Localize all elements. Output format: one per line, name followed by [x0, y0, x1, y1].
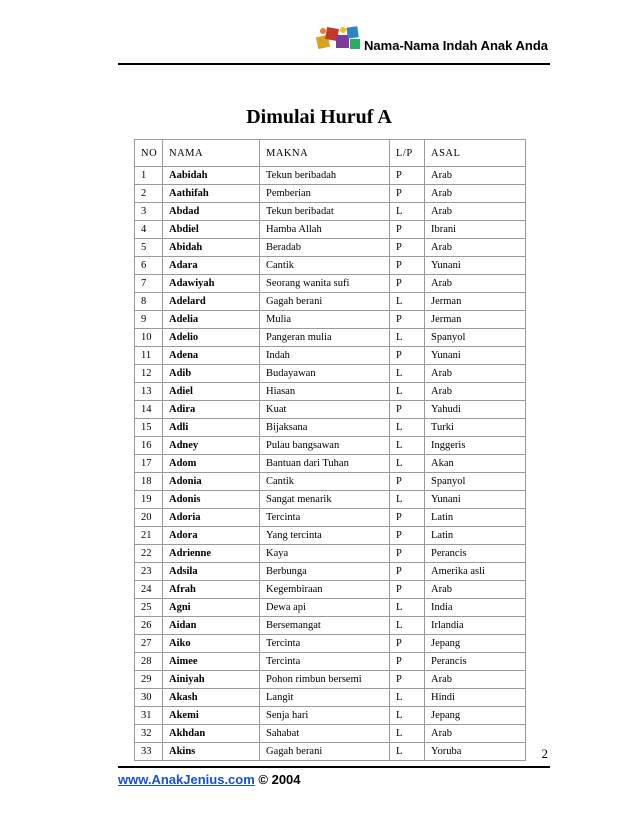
cell-nama: Abdiel: [163, 221, 260, 239]
table-row: [135, 257, 526, 275]
table-row: [135, 311, 526, 329]
cell-makna: Cantik: [260, 257, 390, 275]
cell-asal: Jepang: [425, 635, 526, 653]
cell-lp: L: [390, 707, 425, 725]
cell-lp: L: [390, 689, 425, 707]
cell-no: 25: [135, 599, 163, 617]
table-row: [135, 455, 526, 473]
cell-asal: Amerika asli: [425, 563, 526, 581]
cell-no: 26: [135, 617, 163, 635]
column-header-makna: MAKNA: [260, 140, 390, 167]
cell-makna: Dewa api: [260, 599, 390, 617]
cell-nama: Adara: [163, 257, 260, 275]
table-row: [135, 203, 526, 221]
cell-lp: L: [390, 365, 425, 383]
cell-no: 30: [135, 689, 163, 707]
cell-asal: Perancis: [425, 545, 526, 563]
table-row: [135, 581, 526, 599]
cell-asal: Arab: [425, 167, 526, 185]
cell-lp: L: [390, 437, 425, 455]
cell-no: 24: [135, 581, 163, 599]
cell-lp: P: [390, 185, 425, 203]
cell-makna: Berbunga: [260, 563, 390, 581]
column-header-nama: NAMA: [163, 140, 260, 167]
cell-makna: Sangat menarik: [260, 491, 390, 509]
cell-no: 11: [135, 347, 163, 365]
cell-makna: Senja hari: [260, 707, 390, 725]
cell-nama: Adib: [163, 365, 260, 383]
cell-makna: Gagah berani: [260, 293, 390, 311]
cell-nama: Akash: [163, 689, 260, 707]
cell-lp: L: [390, 725, 425, 743]
cell-makna: Gagah berani: [260, 743, 390, 761]
table-row: [135, 437, 526, 455]
cell-no: 17: [135, 455, 163, 473]
cell-lp: L: [390, 617, 425, 635]
cell-asal: India: [425, 599, 526, 617]
cell-no: 16: [135, 437, 163, 455]
cell-no: 13: [135, 383, 163, 401]
cell-nama: Abidah: [163, 239, 260, 257]
cell-lp: P: [390, 401, 425, 419]
cell-makna: Tercinta: [260, 635, 390, 653]
column-header-no: NO: [135, 140, 163, 167]
cell-no: 32: [135, 725, 163, 743]
table-header-row: [135, 140, 526, 167]
cell-makna: Tercinta: [260, 653, 390, 671]
cell-asal: Jepang: [425, 707, 526, 725]
cell-asal: Arab: [425, 239, 526, 257]
table-row: [135, 653, 526, 671]
cell-no: 8: [135, 293, 163, 311]
cell-lp: L: [390, 599, 425, 617]
cell-lp: P: [390, 347, 425, 365]
cell-asal: Latin: [425, 527, 526, 545]
cell-makna: Yang tercinta: [260, 527, 390, 545]
cell-lp: P: [390, 563, 425, 581]
cell-makna: Langit: [260, 689, 390, 707]
table-row: [135, 293, 526, 311]
table-row: [135, 509, 526, 527]
cell-makna: Tercinta: [260, 509, 390, 527]
cell-makna: Budayawan: [260, 365, 390, 383]
cell-no: 22: [135, 545, 163, 563]
footer-divider: [118, 766, 550, 768]
table-row: [135, 671, 526, 689]
cell-asal: Perancis: [425, 653, 526, 671]
cell-makna: Pulau bangsawan: [260, 437, 390, 455]
cell-nama: Aidan: [163, 617, 260, 635]
cell-asal: Ibrani: [425, 221, 526, 239]
table-row: [135, 401, 526, 419]
table-row: [135, 743, 526, 761]
cell-asal: Yunani: [425, 257, 526, 275]
table-row: [135, 383, 526, 401]
cell-no: 14: [135, 401, 163, 419]
cell-asal: Arab: [425, 203, 526, 221]
cell-makna: Pohon rimbun bersemi: [260, 671, 390, 689]
cell-asal: Yahudi: [425, 401, 526, 419]
cell-no: 18: [135, 473, 163, 491]
table-row: [135, 221, 526, 239]
cell-no: 4: [135, 221, 163, 239]
cell-no: 29: [135, 671, 163, 689]
cell-no: 33: [135, 743, 163, 761]
cell-no: 6: [135, 257, 163, 275]
cell-asal: Inggeris: [425, 437, 526, 455]
cell-asal: Yunani: [425, 347, 526, 365]
cell-nama: Adom: [163, 455, 260, 473]
cell-lp: P: [390, 257, 425, 275]
cell-makna: Kegembiraan: [260, 581, 390, 599]
cell-lp: P: [390, 545, 425, 563]
cell-makna: Hiasan: [260, 383, 390, 401]
cell-nama: Adli: [163, 419, 260, 437]
table-row: [135, 185, 526, 203]
cell-lp: P: [390, 473, 425, 491]
table-row: [135, 707, 526, 725]
cell-makna: Tekun beribadat: [260, 203, 390, 221]
cell-lp: L: [390, 383, 425, 401]
cell-nama: Adelard: [163, 293, 260, 311]
cell-lp: P: [390, 275, 425, 293]
table-row: [135, 473, 526, 491]
table-row: [135, 275, 526, 293]
cell-nama: Adonis: [163, 491, 260, 509]
names-table: [134, 139, 526, 761]
page-number: 2: [541, 746, 548, 761]
cell-nama: Aimee: [163, 653, 260, 671]
cell-asal: Arab: [425, 581, 526, 599]
cell-nama: Adawiyah: [163, 275, 260, 293]
cell-no: 7: [135, 275, 163, 293]
cell-lp: P: [390, 653, 425, 671]
page-title: Dimulai Huruf A: [246, 106, 392, 128]
cell-no: 21: [135, 527, 163, 545]
cell-makna: Bijaksana: [260, 419, 390, 437]
cell-asal: Hindi: [425, 689, 526, 707]
cell-lp: P: [390, 311, 425, 329]
cell-lp: P: [390, 167, 425, 185]
cell-nama: Adrienne: [163, 545, 260, 563]
cell-asal: Latin: [425, 509, 526, 527]
cell-asal: Arab: [425, 185, 526, 203]
header-divider: [118, 63, 550, 65]
cell-asal: Akan: [425, 455, 526, 473]
table-row: [135, 491, 526, 509]
cell-nama: Adiel: [163, 383, 260, 401]
cell-no: 27: [135, 635, 163, 653]
cell-nama: Akhdan: [163, 725, 260, 743]
cell-no: 9: [135, 311, 163, 329]
cell-lp: L: [390, 329, 425, 347]
cell-asal: Irlandia: [425, 617, 526, 635]
cell-makna: Indah: [260, 347, 390, 365]
cell-asal: Yoruba: [425, 743, 526, 761]
cell-lp: P: [390, 239, 425, 257]
cell-lp: P: [390, 527, 425, 545]
cell-no: 3: [135, 203, 163, 221]
cell-asal: Spanyol: [425, 473, 526, 491]
cell-lp: P: [390, 671, 425, 689]
cell-no: 28: [135, 653, 163, 671]
cell-asal: Arab: [425, 671, 526, 689]
column-header-asal: ASAL: [425, 140, 526, 167]
cell-nama: Ainiyah: [163, 671, 260, 689]
header-title: Nama-Nama Indah Anak Anda: [364, 38, 548, 53]
cell-nama: Akins: [163, 743, 260, 761]
cell-makna: Bersemangat: [260, 617, 390, 635]
cell-no: 20: [135, 509, 163, 527]
cell-nama: Agni: [163, 599, 260, 617]
cell-asal: Spanyol: [425, 329, 526, 347]
cell-makna: Mulia: [260, 311, 390, 329]
cell-makna: Hamba Allah: [260, 221, 390, 239]
table-row: [135, 635, 526, 653]
cell-nama: Adira: [163, 401, 260, 419]
cell-nama: Afrah: [163, 581, 260, 599]
table-row: [135, 365, 526, 383]
cell-makna: Seorang wanita sufi: [260, 275, 390, 293]
table-row: [135, 167, 526, 185]
cell-makna: Pemberian: [260, 185, 390, 203]
cell-lp: P: [390, 581, 425, 599]
cell-nama: Aathifah: [163, 185, 260, 203]
cell-no: 10: [135, 329, 163, 347]
table-row: [135, 599, 526, 617]
cell-makna: Cantik: [260, 473, 390, 491]
cell-lp: L: [390, 455, 425, 473]
cell-nama: Aiko: [163, 635, 260, 653]
cell-makna: Beradab: [260, 239, 390, 257]
cell-asal: Jerman: [425, 311, 526, 329]
cell-asal: Jerman: [425, 293, 526, 311]
cell-no: 1: [135, 167, 163, 185]
cell-nama: Adsila: [163, 563, 260, 581]
cell-lp: L: [390, 491, 425, 509]
cell-makna: Sahabat: [260, 725, 390, 743]
website-link[interactable]: www.AnakJenius.com: [118, 772, 255, 787]
copyright-text: © 2004: [254, 772, 301, 787]
column-header-lp: L/P: [390, 140, 425, 167]
cell-asal: Yunani: [425, 491, 526, 509]
table-row: [135, 725, 526, 743]
cell-makna: Pangeran mulia: [260, 329, 390, 347]
table-row: [135, 617, 526, 635]
toy-blocks-icon: [314, 22, 364, 52]
cell-nama: Adonia: [163, 473, 260, 491]
cell-nama: Adena: [163, 347, 260, 365]
cell-nama: Adelio: [163, 329, 260, 347]
footer: [118, 772, 301, 787]
cell-asal: Arab: [425, 275, 526, 293]
cell-nama: Adelia: [163, 311, 260, 329]
cell-no: 5: [135, 239, 163, 257]
cell-no: 19: [135, 491, 163, 509]
cell-lp: P: [390, 509, 425, 527]
cell-no: 23: [135, 563, 163, 581]
cell-lp: L: [390, 293, 425, 311]
cell-nama: Akemi: [163, 707, 260, 725]
cell-lp: P: [390, 635, 425, 653]
cell-makna: Tekun beribadah: [260, 167, 390, 185]
cell-no: 12: [135, 365, 163, 383]
cell-asal: Arab: [425, 365, 526, 383]
table-row: [135, 689, 526, 707]
cell-nama: Aabidah: [163, 167, 260, 185]
cell-nama: Abdad: [163, 203, 260, 221]
table-row: [135, 527, 526, 545]
cell-lp: L: [390, 743, 425, 761]
cell-lp: P: [390, 221, 425, 239]
cell-no: 2: [135, 185, 163, 203]
cell-lp: L: [390, 203, 425, 221]
table-row: [135, 545, 526, 563]
cell-nama: Adora: [163, 527, 260, 545]
cell-lp: L: [390, 419, 425, 437]
table-row: [135, 239, 526, 257]
table-body: [135, 167, 526, 761]
cell-makna: Kaya: [260, 545, 390, 563]
cell-nama: Adney: [163, 437, 260, 455]
cell-makna: Bantuan dari Tuhan: [260, 455, 390, 473]
cell-asal: Arab: [425, 725, 526, 743]
table-row: [135, 329, 526, 347]
cell-asal: Turki: [425, 419, 526, 437]
cell-nama: Adoria: [163, 509, 260, 527]
cell-makna: Kuat: [260, 401, 390, 419]
table-row: [135, 419, 526, 437]
table-row: [135, 563, 526, 581]
cell-no: 15: [135, 419, 163, 437]
table-row: [135, 347, 526, 365]
cell-no: 31: [135, 707, 163, 725]
cell-asal: Arab: [425, 383, 526, 401]
